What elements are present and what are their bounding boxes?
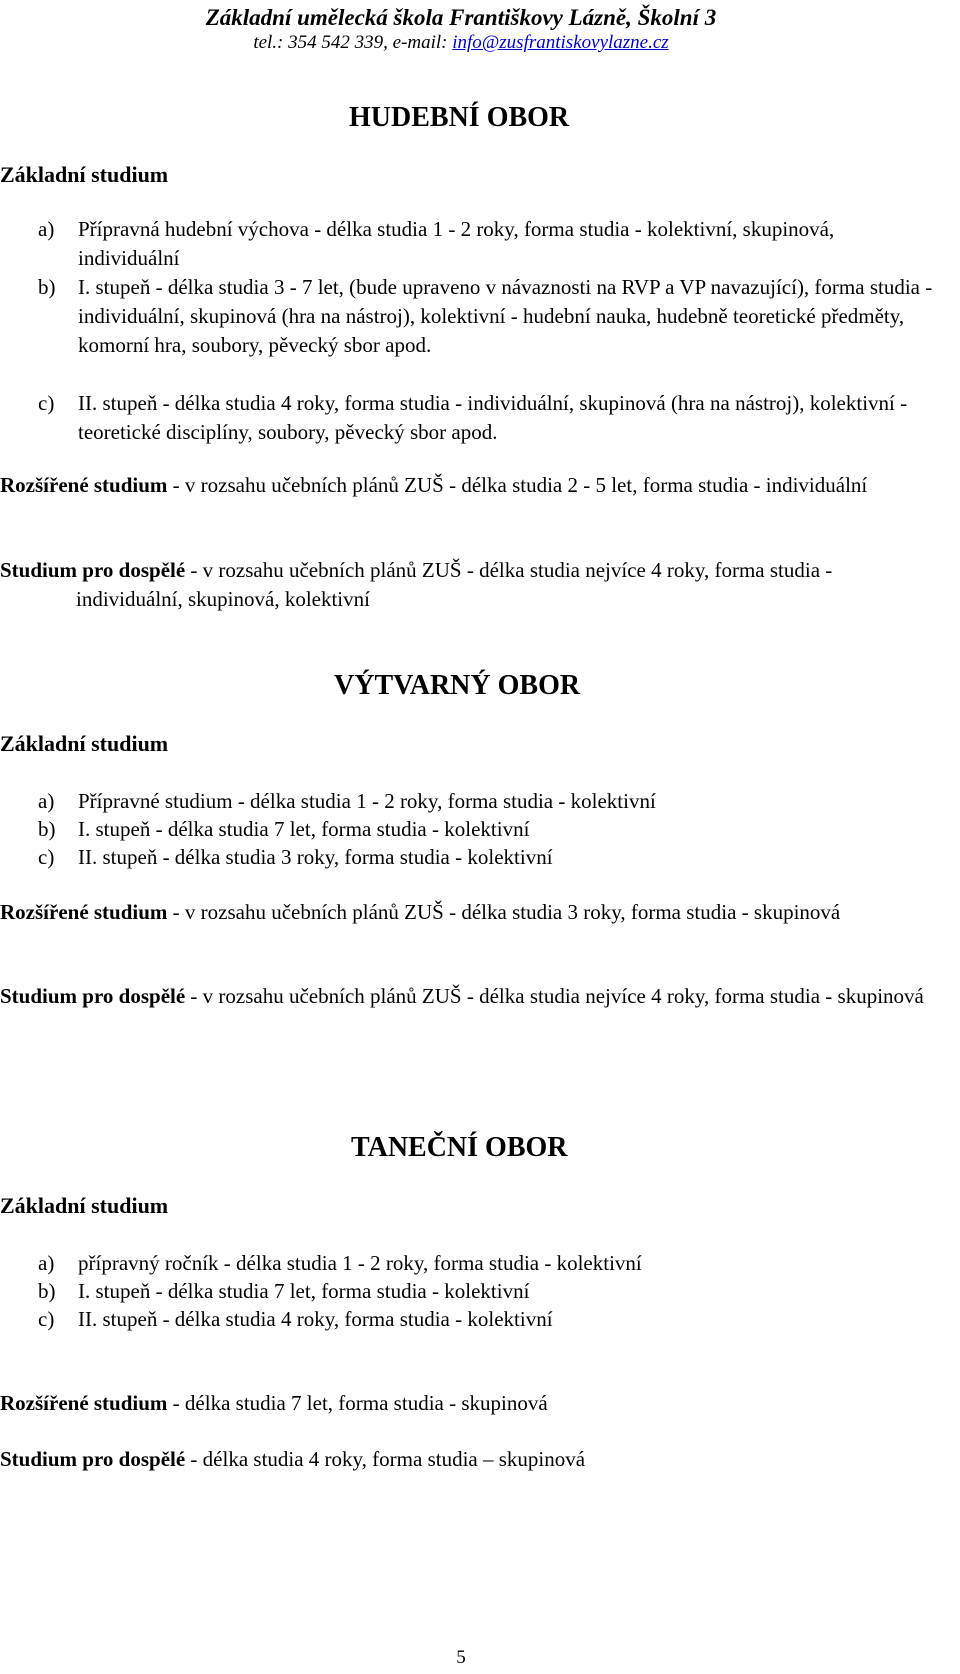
list-item-text: II. stupeň - délka studia 4 roky, forma studia - individuální, skupinová (hra na nástroj), kolektivní - teoretické disciplíny, soubory, pěvecký sbor apod. <box>78 391 908 444</box>
list-item <box>38 815 938 844</box>
list-item <box>38 215 938 273</box>
dospele-text: - v rozsahu učebních plánů ZUŠ - délka studia nejvíce 4 roky, forma studia - skupinová <box>185 984 924 1008</box>
studium-dospele-hudebni <box>0 556 940 614</box>
list-item-text: II. stupeň - délka studia 4 roky, forma studia - kolektivní <box>78 1307 553 1331</box>
list-marker: c) <box>38 845 55 869</box>
list-marker: a) <box>38 789 55 813</box>
list-marker: c) <box>38 1307 55 1331</box>
list-item-text: Přípravné studium - délka studia 1 - 2 roky, forma studia - kolektivní <box>78 789 656 813</box>
list-item <box>38 273 938 360</box>
list-item-text: přípravný ročník - délka studia 1 - 2 roky, forma studia - kolektivní <box>78 1251 642 1275</box>
list-item-text: I. stupeň - délka studia 3 - 7 let, (bude upraveno v návaznosti na RVP a VP navazující), forma studia - individuální, skupinová (hra na nástroj), kolektivní - hudební nauka, hudebně teoretické předměty, komorní hra, soubory, pěvecký sbor apod. <box>78 275 933 357</box>
list-marker: a) <box>38 1251 55 1275</box>
list-marker: b) <box>38 1279 56 1303</box>
list-item-text: I. stupeň - délka studia 7 let, forma studia - kolektivní <box>78 817 530 841</box>
subtitle-zakladni-vytvarny: Základní studium <box>0 731 169 756</box>
rozsirene-text: - v rozsahu učebních plánů ZUŠ - délka studia 2 - 5 let, forma studia - individuální <box>167 473 868 497</box>
contact-line <box>0 31 922 55</box>
rozsirene-text: - délka studia 7 let, forma studia - skupinová <box>167 1391 548 1415</box>
rozsirene-studium-tanecni <box>0 1389 940 1418</box>
list-item <box>38 389 938 447</box>
section-title-vytvarny: VÝTVARNÝ OBOR <box>334 670 581 701</box>
dospele-label: Studium pro dospělé <box>0 1447 186 1471</box>
rozsirene-studium-hudebni <box>0 471 940 500</box>
list-marker: c) <box>38 391 55 415</box>
list-marker: a) <box>38 217 55 241</box>
dospele-label: Studium pro dospělé <box>0 984 186 1008</box>
rozsirene-label: Rozšířené studium <box>0 900 168 924</box>
subtitle-zakladni-hudebni: Základní studium <box>0 162 169 187</box>
rozsirene-text: - v rozsahu učebních plánů ZUŠ - délka studia 3 roky, forma studia - skupinová <box>167 900 841 924</box>
list-item <box>38 1277 938 1306</box>
dospele-label: Studium pro dospělé <box>0 558 186 582</box>
rozsirene-label: Rozšířené studium <box>0 473 168 497</box>
dospele-text: - délka studia 4 roky, forma studia – skupinová <box>185 1447 586 1471</box>
rozsirene-label: Rozšířené studium <box>0 1391 168 1415</box>
studium-dospele-vytvarny <box>0 982 940 1011</box>
email-link[interactable]: info@zusfrantiskovylazne.cz <box>452 32 669 53</box>
subtitle-zakladni-tanecni: Základní studium <box>0 1193 169 1218</box>
section-title-hudebni: HUDEBNÍ OBOR <box>349 102 570 133</box>
list-item <box>38 787 938 816</box>
list-item-text: II. stupeň - délka studia 3 roky, forma studia - kolektivní <box>78 845 553 869</box>
list-item-text: Přípravná hudební výchova - délka studia 1 - 2 roky, forma studia - kolektivní, skupinová, individuální <box>78 217 835 270</box>
rozsirene-studium-vytvarny <box>0 898 940 927</box>
list-item-text: I. stupeň - délka studia 7 let, forma studia - kolektivní <box>78 1279 530 1303</box>
list-item <box>38 1249 938 1278</box>
studium-dospele-tanecni <box>0 1445 940 1474</box>
dospele-text: - v rozsahu učebních plánů ZUŠ - délka studia nejvíce 4 roky, forma studia - individuální, skupinová, kolektivní <box>76 558 833 611</box>
contact-prefix: tel.: 354 542 339, e-mail: <box>253 32 453 53</box>
section-title-tanecni: TANEČNÍ OBOR <box>351 1132 568 1163</box>
list-item <box>38 843 938 872</box>
list-item <box>38 1305 938 1334</box>
page-number: 5 <box>456 1647 466 1668</box>
school-name-header: Základní umělecká škola Františkovy Lázně, Školní 3 <box>205 5 717 30</box>
list-marker: b) <box>38 275 56 299</box>
list-marker: b) <box>38 817 56 841</box>
